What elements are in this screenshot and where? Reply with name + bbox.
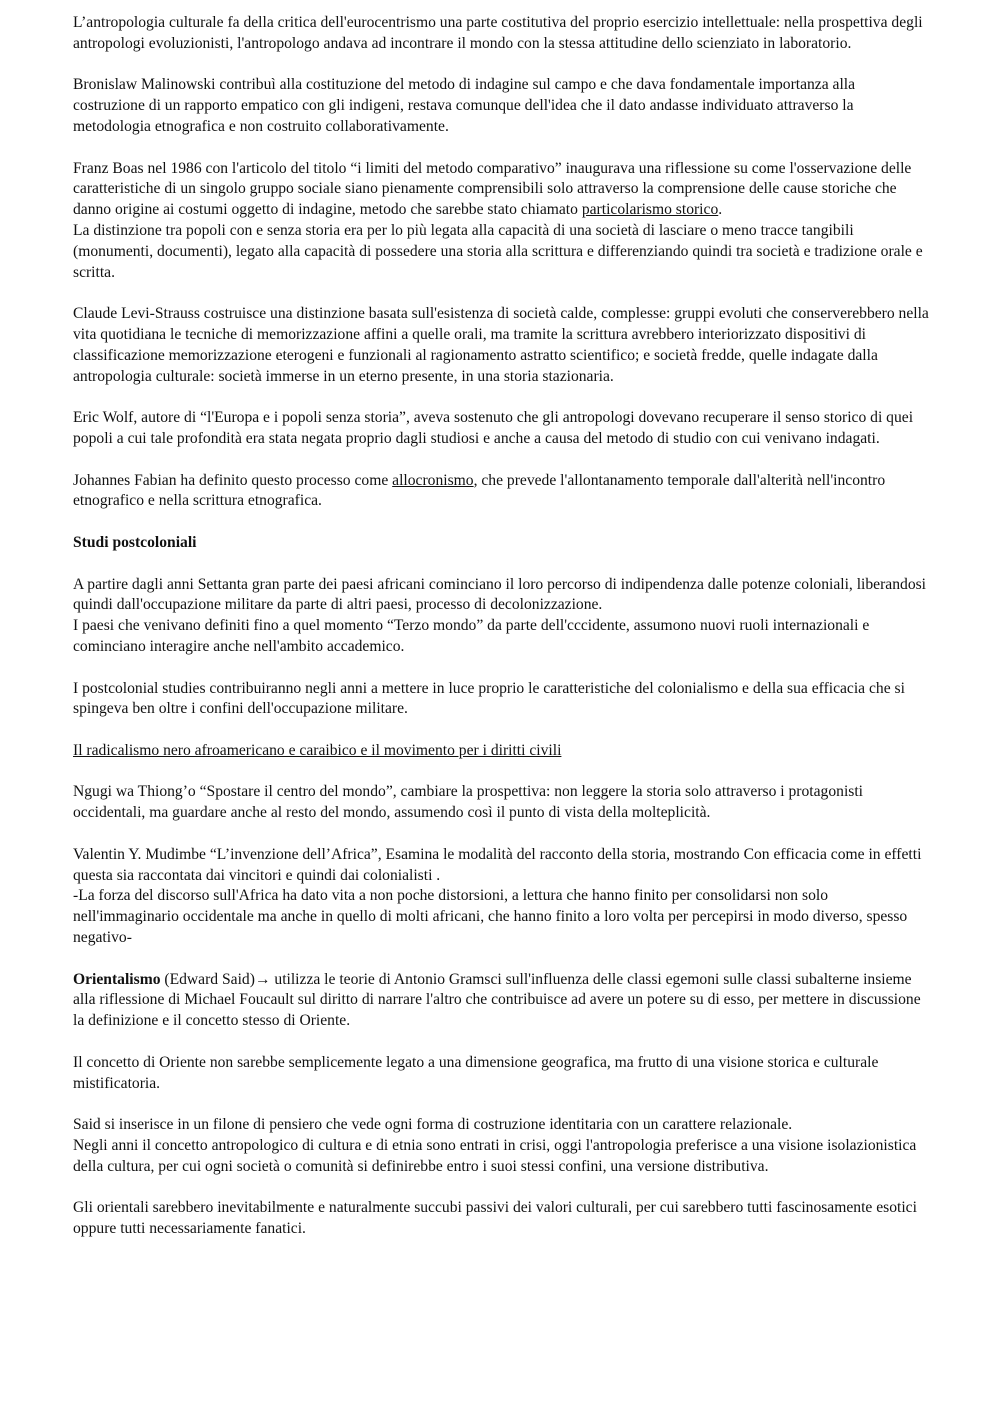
subheading-black-radicalism: Il radicalismo nero afroamericano e caraibico e il movimento per i diritti civili [73, 741, 562, 759]
paragraph-postcolonial-studies: I postcolonial studies contribuiranno negli anni a mettere in luce proprio le caratteristiche del colonialismo e della sua efficacia che si spingeva ben oltre i confini dell'occupazione militare. [73, 679, 905, 718]
orientalism-text: (Edward Said)→ utilizza le teorie di Antonio Gramsci sull'influenza delle classi egemoni sulle classi subalterne insieme alla riflessione di Michael Foucault sul diritto di narrare l'altro che contribuisce ad avere un potere su di esso, per mettere in discussione la definizione e il concetto stesso di Oriente. [73, 970, 921, 1030]
paragraph-decolonization [73, 575, 930, 658]
boas-text-end: . [718, 201, 723, 219]
allocronismo-term: allocronismo [392, 471, 474, 489]
fabian-text: Johannes Fabian ha definito questo processo come [73, 471, 393, 489]
decolonization-line-1: A partire dagli anni Settanta gran parte dei paesi africani cominciano il loro percorso di indipendenza dalle potenze coloniali, liberandosi quindi dall'occupazione militare da parte di altri paesi, processo di decolonizzazione. [73, 575, 927, 614]
mudimbe-line-1: Valentin Y. Mudimbe “L’invenzione dell’Africa”, Esamina le modalità del racconto della storia, mostrando Con efficacia come in effetti questa sia raccontata dai vincitori e quindi dai colonialisti . [73, 845, 922, 884]
paragraph-eric-wolf: Eric Wolf, autore di “l'Europa e i popoli senza storia”, aveva sostenuto che gli antropologi dovevano recuperare il senso storico di quei popoli a cui tale profondità era stata negata proprio dagli studiosi e anche a causa del metodo di studio con cui venivano indagati. [73, 409, 914, 447]
paragraph-fabian [73, 471, 930, 513]
paragraph-mudimbe [73, 845, 930, 949]
mudimbe-line-2: -La forza del discorso sull'Africa ha dato vita a non poche distorsioni, a lettura che hanno finito per consolidarsi non solo nell'immaginario occidentale ma anche in quello di molti africani, che hanno finito a loro volta per percepirsi in modo diverso, spesso negativo- [73, 887, 908, 947]
fabian-text-end: , che prevede l'allontanamento temporale dall'alterità nell'incontro etnografico e nella scrittura etnografica. [73, 471, 886, 510]
paragraph-ngugi: Ngugi wa Thiong’o “Spostare il centro del mondo”, cambiare la prospettiva: non leggere la storia solo attraverso i protagonisti occidentali, ma guardare anche al resto del mondo, assumendo così il punto di vista della molteplicità. [73, 783, 864, 822]
paragraph-malinowski: Bronislaw Malinowski contribuì alla costituzione del metodo di indagine sul campo e che dava fondamentale importanza alla costruzione di un rapporto empatico con gli indigeni, restava comunque dell'idea che il dato andasse individuato attraverso la metodologia etnografica e non costruito collaborativamente. [73, 76, 856, 135]
particolarismo-storico-term: particolarismo storico [581, 201, 719, 219]
paragraph-orientalism [73, 970, 930, 1032]
decolonization-line-2: I paesi che venivano definiti fino a quel momento “Terzo mondo” da parte dell'cccidente, assumono nuovi ruoli internazionali e cominciano interagire anche nell'ambito accademico. [73, 617, 870, 655]
paragraph-said [73, 1115, 930, 1177]
paragraph-orientals: Gli orientali sarebbero inevitabilmente e naturalmente succubi passivi dei valori culturali, per cui sarebbero tutti fascinosamente esotici oppure tutti necessariamente fanatici. [73, 1199, 917, 1238]
paragraph-history-distinction: La distinzione tra popoli con e senza storia era per lo più legata alla capacità di una società di lasciare o meno tracce tangibili (monumenti, documenti), legato alla capacità di possedere una storia alla scrittura e differenziando quindi tra società e tradizione orale e scritta. [73, 221, 923, 281]
paragraph-levi-strauss: Claude Levi-Strauss costruisce una distinzione basata sull'esistenza di società calde, complesse: gruppi evoluti che conserverebbero nella vita quotidiana le tecniche di memorizzazione affini a quelle orali, ma tramite la scrittura avrebbero interiorizzato dispositivi di classificazione memorizzazione eterogeni e funzionali al ragionamento astratto scientifico; e società fredde, quelle indagate dalla antropologia culturale: società immerse in un eterno presente, in una storia stazionaria. [73, 305, 929, 385]
said-line-2: Negli anni il concetto antropologico di cultura e di etnia sono entrati in crisi, oggi l'antropologia preferisce a una visione isolazionistica della cultura, per cui ogni società o comunità si definirebbe entro i suoi stessi confini, una versione distributiva. [73, 1137, 917, 1175]
paragraph-boas [73, 159, 930, 221]
paragraph-eurocentrism: L’antropologia culturale fa della critica dell'eurocentrismo una parte costitutiva del proprio esercizio intellettuale: nella prospettiva degli antropologi evoluzionisti, l'antropologo andava ad incontrare il mondo con la stessa attitudine dello scienziato in laboratorio. [73, 14, 923, 52]
paragraph-orient-concept: Il concetto di Oriente non sarebbe semplicemente legato a una dimensione geografica, ma frutto di una visione storica e culturale mistificatoria. [73, 1053, 879, 1092]
section-heading-postcolonial: Studi postcoloniali [73, 533, 197, 551]
boas-text: Franz Boas nel 1986 con l'articolo del titolo “i limiti del metodo comparativo” inaugurava una riflessione su come l'osservazione delle caratteristiche di un singolo gruppo sociale siano pienamente comprensibili solo attraverso la comprensione delle cause storiche che danno origine ai costumi oggetto di indagine, metodo che sarebbe stato chiamato [73, 159, 912, 219]
said-line-1: Said si inserisce in un filone di pensiero che vede ogni forma di costruzione identitaria con un carattere relazionale. [73, 1116, 793, 1134]
orientalismo-term: Orientalismo [73, 970, 161, 988]
